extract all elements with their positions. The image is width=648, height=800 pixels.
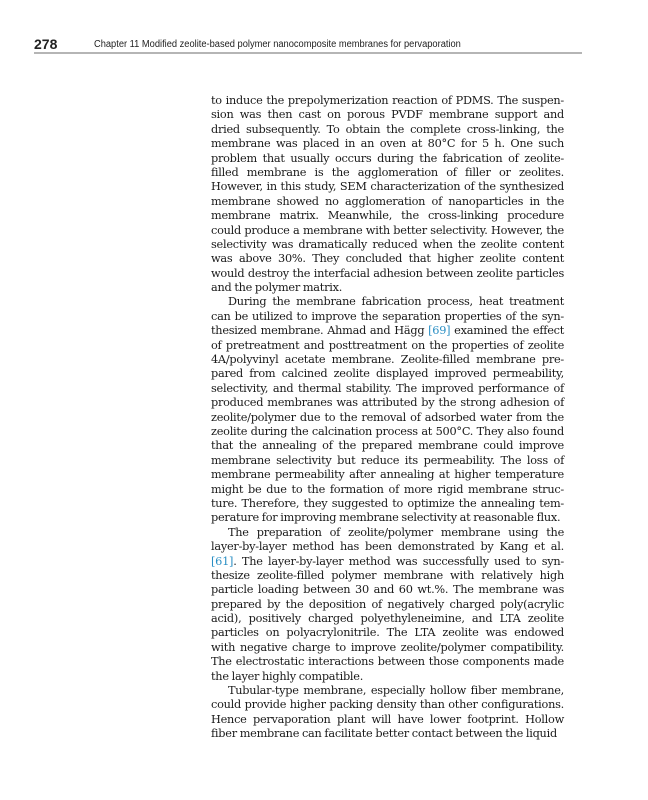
text-line xyxy=(211,684,564,698)
text-line xyxy=(211,439,564,453)
text-line xyxy=(211,555,564,569)
line-text: thesized membrane. Ahmad and Hägg xyxy=(211,324,429,338)
text-line xyxy=(211,310,564,324)
text-line xyxy=(211,497,564,511)
line-text: membrane permeability after annealing at higher temperature xyxy=(211,468,564,482)
text-line xyxy=(211,727,564,741)
line-text: perature for improving membrane selectivity at reasonable flux. xyxy=(211,511,561,525)
line-text: with negative charge to improve zeolite/polymer compatibility. xyxy=(211,640,564,654)
line-text: sion was then cast on porous PVDF membrane support and xyxy=(211,108,564,122)
text-line xyxy=(211,468,564,482)
line-text: can be utilized to improve the separation properties of the syn- xyxy=(211,309,564,323)
text-line xyxy=(211,224,564,238)
paragraph xyxy=(211,684,564,742)
text-line xyxy=(211,483,564,497)
line-text: acid), positively charged polyethyleneimine, and LTA zeolite xyxy=(211,612,564,626)
line-text: Tubular-type membrane, especially hollow fiber membrane, xyxy=(228,684,564,698)
citation-link[interactable]: [69] xyxy=(428,324,451,338)
text-line xyxy=(211,324,564,338)
text-line xyxy=(211,123,564,137)
line-text: fiber membrane can facilitate better contact between the liquid xyxy=(211,727,557,741)
text-line xyxy=(211,569,564,583)
text-line xyxy=(211,339,564,353)
text-line xyxy=(211,180,564,194)
paragraph xyxy=(211,526,564,684)
line-text: problem that usually occurs during the fabrication of zeolite- xyxy=(211,151,564,165)
line-text: the layer highly compatible. xyxy=(211,669,364,683)
line-text: dried subsequently. To obtain the complete cross-linking, the xyxy=(211,122,564,136)
text-line xyxy=(211,626,564,640)
citation-link[interactable]: [61] xyxy=(211,554,234,568)
text-line xyxy=(211,425,564,439)
line-text: to induce the prepolymerization reaction of PDMS. The suspen- xyxy=(211,94,564,107)
line-text: . The layer-by-layer method was successfully used to syn- xyxy=(233,554,564,568)
text-line xyxy=(211,137,564,151)
line-text: membrane showed no agglomeration of nanoparticles in the xyxy=(211,194,564,208)
line-text: that the annealing of the prepared membrane could improve xyxy=(211,439,564,453)
line-text: filled membrane is the agglomeration of filler or zeolites. xyxy=(211,165,564,179)
line-text: zeolite during the calcination process at 500°C. They also found xyxy=(211,424,564,438)
line-text: and the polymer matrix. xyxy=(211,281,343,295)
text-line xyxy=(211,281,564,295)
page-number: 278 xyxy=(34,36,58,52)
text-line xyxy=(211,670,564,684)
line-text: During the membrane fabrication process, heat treatment xyxy=(228,295,564,309)
text-line xyxy=(211,166,564,180)
line-text: The preparation of zeolite/polymer membrane using the xyxy=(228,525,564,539)
line-text: could produce a membrane with better selectivity. However, the xyxy=(211,223,564,237)
text-line xyxy=(211,382,564,396)
line-text: prepared by the deposition of negatively charged poly(acrylic xyxy=(211,597,564,611)
text-line xyxy=(211,598,564,612)
text-line xyxy=(211,698,564,712)
line-text: selectivity was dramatically reduced when the zeolite content xyxy=(211,237,564,251)
line-text: 4A/polyvinyl acetate membrane. Zeolite-filled membrane pre- xyxy=(211,353,564,367)
text-line xyxy=(211,540,564,554)
header-rule xyxy=(34,52,582,54)
line-text: might be due to the formation of more rigid membrane struc- xyxy=(211,482,564,496)
text-line xyxy=(211,655,564,669)
text-line xyxy=(211,583,564,597)
body-text xyxy=(211,94,564,742)
line-text: particles on polyacrylonitrile. The LTA zeolite was endowed xyxy=(211,626,564,640)
line-text: produced membranes was attributed by the strong adhesion of xyxy=(211,396,564,410)
line-text: layer-by-layer method has been demonstrated by Kang et al. xyxy=(211,540,564,554)
text-line xyxy=(211,526,564,540)
text-line xyxy=(211,152,564,166)
text-line xyxy=(211,252,564,266)
chapter-title: Chapter 11 Modified zeolite-based polymer nanocomposite membranes for pervaporation xyxy=(94,39,461,50)
paragraph xyxy=(211,94,564,295)
line-text: The electrostatic interactions between those components made xyxy=(211,655,564,669)
text-line xyxy=(211,612,564,626)
line-text: selectivity, and thermal stability. The improved performance of xyxy=(211,381,564,395)
text-line xyxy=(211,295,564,309)
line-text: would destroy the interfacial adhesion between zeolite particles xyxy=(211,266,564,280)
line-text: particle loading between 30 and 60 wt.%. The membrane was xyxy=(211,583,564,597)
text-line xyxy=(211,454,564,468)
line-text: membrane matrix. Meanwhile, the cross-linking procedure xyxy=(211,209,564,223)
text-line xyxy=(211,641,564,655)
text-line xyxy=(211,195,564,209)
line-text: could provide higher packing density than other configurations. xyxy=(211,698,564,712)
line-text: examined the effect xyxy=(450,324,565,338)
text-line xyxy=(211,108,564,122)
paragraph xyxy=(211,295,564,525)
line-text: ture. Therefore, they suggested to optimize the annealing tem- xyxy=(211,496,564,510)
line-text: membrane selectivity but reduce its permeability. The loss of xyxy=(211,453,564,467)
text-line xyxy=(211,209,564,223)
line-text: was above 30%. They concluded that higher zeolite content xyxy=(211,252,564,266)
text-line xyxy=(211,353,564,367)
line-text: Hence pervaporation plant will have lower footprint. Hollow xyxy=(211,712,564,726)
text-line xyxy=(211,396,564,410)
line-text: However, in this study, SEM characterization of the synthesized xyxy=(211,180,564,194)
line-text: pared from calcined zeolite displayed improved permeability, xyxy=(211,367,564,381)
line-text: of pretreatment and posttreatment on the properties of zeolite xyxy=(211,338,564,352)
text-line xyxy=(211,713,564,727)
text-line xyxy=(211,367,564,381)
line-text: membrane was placed in an oven at 80°C for 5 h. One such xyxy=(211,137,564,151)
text-line xyxy=(211,267,564,281)
text-line xyxy=(211,238,564,252)
line-text: thesize zeolite-filled polymer membrane with relatively high xyxy=(211,568,564,582)
text-line xyxy=(211,94,564,108)
text-line xyxy=(211,411,564,425)
text-line xyxy=(211,511,564,525)
line-text: zeolite/polymer due to the removal of adsorbed water from the xyxy=(211,410,564,424)
